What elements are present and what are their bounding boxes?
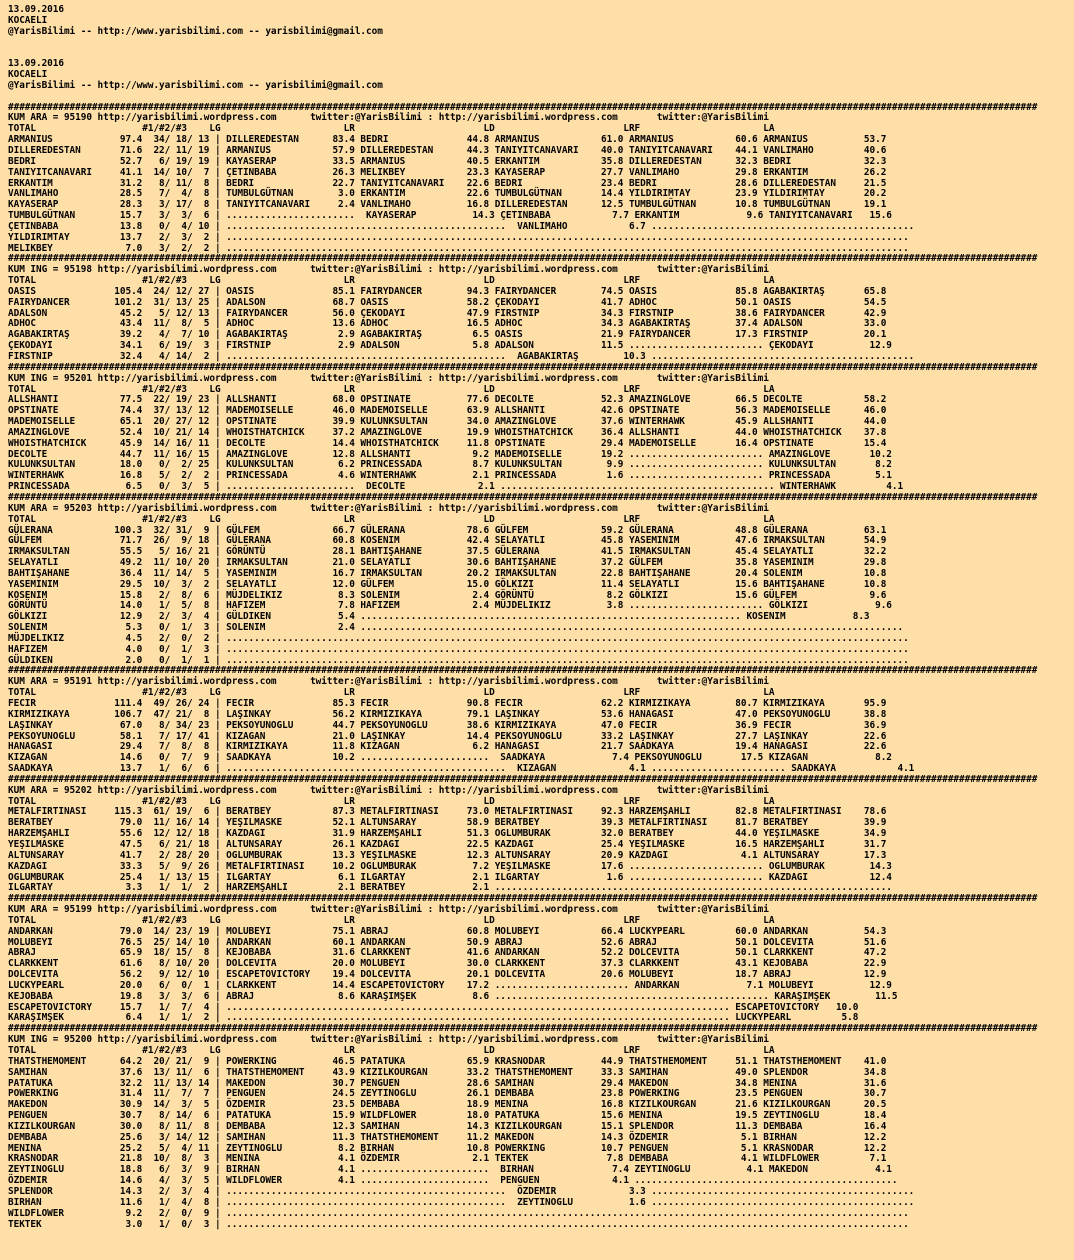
report-line: @YarisBilimi -- http://www.yarisbilimi.com -- yarisbilimi@gmail.com <box>8 25 383 37</box>
report-line: VANLIMAHO 28.5 7/ 4/ 8 | TUMBULGÜTNAN 3.0 ERKANTIM 22.6 TUMBULGÜTNAN 14.4 YILDIRIMTAY 23.9 YILDIRIMTAY 20.2 <box>8 188 887 200</box>
report-line: ARMANIUS 97.4 34/ 18/ 13 | DILLEREDESTAN 83.4 BEDRI 44.8 ARMANIUS 61.0 ARMANIUS 60.6 ARMANIUS 53.7 <box>8 134 887 146</box>
report-line: KARAŞIMŞEK 6.4 1/ 1/ 2 | .......................................................................................... LUCKYPEARL 5.8 <box>8 1012 859 1024</box>
report-line: ZEYTINOGLU 18.8 6/ 3/ 9 | BIRHAN 4.1 ....................... BIRHAN 7.4 ZEYTINOGLU 4.1 MAKEDON 4.1 <box>8 1164 892 1176</box>
report-line: TOTAL #1/#2/#3 LG LR LD LRF LA <box>8 795 775 807</box>
report-line: SPLENDOR 14.3 2/ 3/ 4 | .................................................. ÖZDEMIR 3.3 ............................................... <box>8 1185 915 1197</box>
report-line: SAADKAYA 13.7 1/ 6/ 6 | .................................................. KIZAGAN 4.1 ........................ SAADKAYA 4.1 <box>8 763 915 775</box>
report-line: KUM ING = 95198 http://yarisbilimi.wordpress.com twitter:@YarisBilimi : http://yarisbilimi.wordpress.com twitter:@YarisBilimi <box>8 264 769 276</box>
report-line: MAKEDON 30.9 14/ 3/ 5 | ÖZDEMIR 23.5 DEMBABA 18.9 MENINA 16.8 KIZILKOURGAN 21.6 KIZILKOURGAN 20.5 <box>8 1099 887 1111</box>
report-line <box>8 48 1074 59</box>
report-line: KUM ARA = 95203 http://yarisbilimi.wordpress.com twitter:@YarisBilimi : http://yarisbilimi.wordpress.com twitter:@YarisBilimi <box>8 502 769 514</box>
report-line: ESCAPETOVICTORY 15.7 1/ 7/ 4 | .......................................................................................... ESCAPETOVICTORY 10.0 <box>8 1001 859 1013</box>
report-line: TOTAL #1/#2/#3 LG LR LD LRF LA <box>8 1045 775 1056</box>
report-line: MÜJDELIKIZ 4.5 2/ 0/ 2 | .......................................................................................................................... <box>8 632 909 644</box>
report-line: SELAYATLI 49.2 11/ 10/ 20 | IRMAKSULTAN 21.0 SELAYATLI 30.6 BAHTIŞAHANE 37.2 GÜLFEM 35.8 YASEMINIM 29.8 <box>8 557 887 569</box>
report-line: SAMIHAN 37.6 13/ 11/ 6 | THATSTHEMOMENT 43.9 KIZILKOURGAN 33.2 THATSTHEMOMENT 33.3 SAMIHAN 49.0 SPLENDOR 34.8 <box>8 1066 887 1078</box>
report-line: TOTAL #1/#2/#3 LG LR LD LRF LA <box>8 383 775 395</box>
report-line: KIZILKOURGAN 30.0 8/ 11/ 8 | DEMBABA 12.3 SAMIHAN 14.3 KIZILKOURGAN 15.1 SPLENDOR 11.3 DEMBABA 16.4 <box>8 1120 887 1132</box>
report-line: PATATUKA 32.2 11/ 13/ 14 | MAKEDON 30.7 PENGUEN 28.6 SAMIHAN 29.4 MAKEDON 34.8 MENINA 31.6 <box>8 1077 887 1089</box>
report-line: FIRSTNIP 32.4 4/ 14/ 2 | .................................................. AGABAKIRTAŞ 10.3 ............................................... <box>8 351 915 362</box>
report-line: POWERKING 31.4 11/ 7/ 7 | PENGUEN 24.5 ZEYTINOGLU 26.1 DEMBABA 23.8 POWERKING 23.5 PENGUEN 30.7 <box>8 1088 887 1100</box>
report-line: ANDARKAN 79.0 14/ 23/ 19 | MOLUBEYI 75.1 ABRAJ 60.8 MOLUBEYI 66.4 LUCKYPEARL 60.0 ANDARKAN 54.3 <box>8 925 887 937</box>
report-line: KOCAELI <box>8 69 48 81</box>
report-line: MADEMOISELLE 65.1 20/ 27/ 12 | OPSTINATE 39.9 KULUNKSULTAN 34.0 AMAZINGLOVE 37.6 WINTERHAWK 45.9 ALLSHANTI 44.0 <box>8 416 887 428</box>
report-line: TOTAL #1/#2/#3 LG LR LD LRF LA <box>8 914 775 926</box>
report-line: KUM ARA = 95199 http://yarisbilimi.wordpress.com twitter:@YarisBilimi : http://yarisbilimi.wordpress.com twitter:@YarisBilimi <box>8 904 769 916</box>
report-line: KUM ING = 95200 http://yarisbilimi.wordpress.com twitter:@YarisBilimi : http://yarisbilimi.wordpress.com twitter:@YarisBilimi <box>8 1034 769 1046</box>
report-line: KULUNKSULTAN 18.0 0/ 2/ 25 | KULUNKSULTAN 6.2 PRINCESSADA 8.7 KULUNKSULTAN 9.9 ........................ KULUNKSULTAN 8.2 <box>8 459 892 471</box>
report-line: AGABAKIRTAŞ 39.2 4/ 7/ 10 | AGABAKIRTAŞ 2.9 AGABAKIRTAŞ 6.5 OASIS 21.9 FAIRYDANCER 17.3 FIRSTNIP 20.1 <box>8 329 887 341</box>
report-line: GÜLFEM 71.7 26/ 9/ 18 | GÜLERANA 60.8 KOSENIM 42.4 SELAYATLI 45.8 YASEMINIM 47.6 IRMAKSULTAN 54.9 <box>8 535 887 547</box>
report-line: MENINA 25.2 5/ 4/ 11 | ZEYTINOGLU 8.2 BIRHAN 10.8 POWERKING 10.7 PENGUEN 5.1 KRASNODAR 12.2 <box>8 1142 887 1154</box>
report-line: PRINCESSADA 6.5 0/ 3/ 5 | ....................... DECOLTE 2.1 ................................................. WINTERHAWK 4.1 <box>8 481 904 493</box>
report-line: HARZEMŞAHLI 55.6 12/ 12/ 18 | KAZDAGI 31.9 HARZEMŞAHLI 51.3 OGLUMBURAK 32.0 BERATBEY 44.0 YEŞILMASKE 34.9 <box>8 828 887 840</box>
report-line: KIZAGAN 14.6 0/ 7/ 9 | SAADKAYA 10.2 ....................... SAADKAYA 7.4 PEKSOYUNOGLU 17.5 KIZAGAN 8.2 <box>8 752 892 764</box>
report-line: CLARKKENT 61.6 8/ 10/ 20 | DOLCEVITA 20.0 MOLUBEYI 30.0 CLARKKENT 37.3 CLARKKENT 43.1 KEJOBABA 22.9 <box>8 958 887 970</box>
report-line: TEKTEK 3.0 1/ 0/ 3 | .......................................................................................................................... <box>8 1218 909 1230</box>
report-line: GÜLERANA 100.3 32/ 31/ 9 | GÜLFEM 66.7 GÜLERANA 78.6 GÜLFEM 59.2 GÜLERANA 48.8 GÜLERANA 63.1 <box>8 524 887 536</box>
report-line: ABRAJ 65.9 18/ 15/ 8 | KEJOBABA 31.6 CLARKKENT 41.6 ANDARKAN 52.2 DOLCEVITA 50.1 CLARKKENT 47.2 <box>8 947 887 959</box>
report-line: TANIYITCANAVARI 41.1 14/ 10/ 7 | ÇETINBABA 26.3 MELIKBEY 23.3 KAYASERAP 27.7 VANLIMAHO 29.8 ERKANTIM 26.2 <box>8 166 887 178</box>
report-line: LAŞINKAY 67.0 8/ 34/ 23 | PEKSOYUNOGLU 44.7 PEKSOYUNOGLU 38.6 KIRMIZIKAYA 47.0 FECIR 36.9 FECIR 36.9 <box>8 719 887 731</box>
report-line: DOLCEVITA 56.2 9/ 12/ 10 | ESCAPETOVICTORY 19.4 DOLCEVITA 20.1 DOLCEVITA 20.6 MOLUBEYI 18.7 ABRAJ 12.9 <box>8 969 887 981</box>
report-line: 13.09.2016 <box>8 4 64 15</box>
report-line: KAYASERAP 28.3 3/ 17/ 8 | TANIYITCANAVARI 2.4 VANLIMAHO 16.8 DILLEREDESTAN 12.5 TUMBULGÜTNAN 10.8 TUMBULGÜTNAN 19.1 <box>8 199 887 211</box>
report-line: SOLENIM 5.3 0/ 1/ 3 | SOLENIM 2.4 ................................................................................................. <box>8 622 904 634</box>
report-line: TOTAL #1/#2/#3 LG LR LD LRF LA <box>8 123 775 135</box>
report-line: FAIRYDANCER 101.2 31/ 13/ 25 | ADALSON 68.7 OASIS 58.2 ÇEKODAYI 41.7 ADHOC 50.1 OASIS 54.5 <box>8 296 887 308</box>
report-line: KIRMIZIKAYA 106.7 47/ 21/ 8 | LAŞINKAY 56.2 KIRMIZIKAYA 79.1 LAŞINKAY 53.6 HANAGASI 47.0 PEKSOYUNOGLU 38.8 <box>8 708 887 720</box>
report-line: ALTUNSARAY 41.7 2/ 28/ 20 | OGLUMBURAK 13.3 YEŞILMASKE 12.3 ALTUNSARAY 20.9 KAZDAGI 4.1 ALTUNSARAY 17.3 <box>8 849 887 861</box>
report-line: GÖRÜNTÜ 14.0 1/ 5/ 8 | HAFIZEM 7.8 HAFIZEM 2.4 MÜJDELIKIZ 3.8 ........................ GÖLKIZI 9.6 <box>8 600 892 612</box>
report-line: KUM ARA = 95191 http://yarisbilimi.wordpress.com twitter:@YarisBilimi : http://yarisbilimi.wordpress.com twitter:@YarisBilimi <box>8 676 769 688</box>
report-line: DEMBABA 25.6 3/ 14/ 12 | SAMIHAN 11.3 THATSTHEMOMENT 11.2 MAKEDON 14.3 ÖZDEMIR 5.1 BIRHAN 12.2 <box>8 1131 887 1143</box>
report-line: KRASNODAR 21.8 10/ 8/ 3 | MENINA 4.1 ÖZDEMIR 2.1 TEKTEK 7.8 DEMBABA 4.1 WILDFLOWER 7.1 <box>8 1153 887 1165</box>
report-line: MELIKBEY 7.0 3/ 2/ 2 | .......................................................................................................................... <box>8 242 909 254</box>
report-line: THATSTHEMOMENT 64.2 20/ 21/ 9 | POWERKING 46.5 PATATUKA 65.9 KRASNODAR 44.9 THATSTHEMOMENT 51.1 THATSTHEMOMENT 41.0 <box>8 1055 887 1067</box>
report-line: WINTERHAWK 16.8 5/ 2/ 2 | PRINCESSADA 4.6 WINTERHAWK 2.1 PRINCESSADA 1.6 ........................ PRINCESSADA 5.1 <box>8 470 892 482</box>
report-line: ADALSON 45.2 5/ 12/ 13 | FAIRYDANCER 56.0 ÇEKODAYI 47.9 FIRSTNIP 34.3 FIRSTNIP 38.6 FAIRYDANCER 42.9 <box>8 307 887 319</box>
report-line: METALFIRTINASI 115.3 61/ 19/ 6 | BERATBEY 87.3 METALFIRTINASI 73.0 METALFIRTINASI 92.3 HARZEMŞAHLI 82.8 METALFIRTINASI 78.6 <box>8 806 887 818</box>
report-line: KOSENIM 15.8 2/ 8/ 6 | MÜJDELIKIZ 8.3 SOLENIM 2.4 GÖRÜNTÜ 8.2 GÖLKIZI 15.6 GÜLFEM 9.6 <box>8 589 887 601</box>
report-line: KUM ING = 95201 http://yarisbilimi.wordpress.com twitter:@YarisBilimi : http://yarisbilimi.wordpress.com twitter:@YarisBilimi <box>8 372 769 384</box>
report-line: KOCAELI <box>8 14 48 26</box>
report-line: 13.09.2016 <box>8 58 64 70</box>
report-line: YILDIRIMTAY 13.7 2/ 3/ 2 | .......................................................................................................................... <box>8 231 909 243</box>
report-line: BAHTIŞAHANE 36.4 11/ 14/ 5 | YASEMINIM 16.7 IRMAKSULTAN 20.2 IRMAKSULTAN 22.8 BAHTIŞAHANE 20.4 SOLENIM 10.8 <box>8 567 887 579</box>
report-line: ÖZDEMIR 14.6 4/ 3/ 5 | WILDFLOWER 4.1 ....................... PENGUEN 4.1 ............................................... <box>8 1175 898 1187</box>
report-line: FECIR 111.4 49/ 26/ 24 | FECIR 85.3 FECIR 90.8 FECIR 62.2 KIRMIZIKAYA 80.7 KIRMIZIKAYA 95.9 <box>8 698 887 709</box>
report-line: KAZDAGI 33.3 5/ 9/ 26 | METALFIRTINASI 10.2 OGLUMBURAK 7.2 YEŞILMASKE 17.6 ........................ OGLUMBURAK 14.3 <box>8 860 892 872</box>
report-line <box>8 92 1074 103</box>
report-line: WILDFLOWER 9.2 2/ 0/ 9 | .......................................................................................................................... <box>8 1207 909 1219</box>
report-line: ######################################################################################################################################################################################## <box>8 101 1038 113</box>
report-line: ######################################################################################################################################################################################## <box>8 773 1038 785</box>
report-line: KUM ARA = 95202 http://yarisbilimi.wordpress.com twitter:@YarisBilimi : http://yarisbilimi.wordpress.com twitter:@YarisBilimi <box>8 784 769 796</box>
report-line: HANAGASI 29.4 7/ 8/ 8 | KIRMIZIKAYA 11.8 KIZAGAN 6.2 HANAGASI 21.7 SAADKAYA 19.4 HANAGASI 22.6 <box>8 741 887 753</box>
report-line: ######################################################################################################################################################################################## <box>8 253 1038 265</box>
report-line: ADHOC 43.4 11/ 8/ 5 | ADHOC 13.6 ADHOC 16.5 ADHOC 34.3 AGABAKIRTAŞ 37.4 ADALSON 33.0 <box>8 318 887 330</box>
report-line: OASIS 105.4 24/ 12/ 27 | OASIS 85.1 FAIRYDANCER 94.3 FAIRYDANCER 74.5 OASIS 85.8 AGABAKIRTAŞ 65.8 <box>8 285 887 297</box>
report-line: TOTAL #1/#2/#3 LG LR LD LRF LA <box>8 687 775 699</box>
report-line: YASEMINIM 29.5 10/ 3/ 2 | SELAYATLI 12.0 GÜLFEM 15.0 GÖLKIZI 11.4 SELAYATLI 15.6 BAHTIŞAHANE 10.8 <box>8 578 887 590</box>
report-line: TOTAL #1/#2/#3 LG LR LD LRF LA <box>8 513 775 525</box>
report-line: PEKSOYUNOGLU 58.1 7/ 17/ 41 | KIZAGAN 21.0 LAŞINKAY 14.4 PEKSOYUNOGLU 33.2 LAŞINKAY 27.7 LAŞINKAY 22.6 <box>8 730 887 742</box>
report-line: DECOLTE 44.7 11/ 16/ 15 | AMAZINGLOVE 12.8 ALLSHANTI 9.2 MADEMOISELLE 19.2 ........................ AMAZINGLOVE 10.2 <box>8 448 892 460</box>
report-line: PENGUEN 30.7 8/ 14/ 6 | PATATUKA 15.9 WILDFLOWER 18.0 PATATUKA 15.6 MENINA 19.5 ZEYTINOGLU 18.4 <box>8 1110 887 1122</box>
report-line: GÖLKIZI 12.9 2/ 3/ 4 | GÜLDIKEN 5.4 .................................................................... KOSENIM 8.3 <box>8 611 870 623</box>
report-line: BIRHAN 11.6 1/ 4/ 8 | .................................................. ZEYTINOGLU 1.6 ............................................... <box>8 1196 915 1208</box>
report-line: TUMBULGÜTNAN 15.7 3/ 3/ 6 | ....................... KAYASERAP 14.3 ÇETINBABA 7.7 ERKANTIM 9.6 TANIYITCANAVARI 15.6 <box>8 210 892 222</box>
report-line <box>8 38 1074 49</box>
report-line: ILGARTAY 3.3 1/ 1/ 2 | HARZEMŞAHLI 2.1 BERATBEY 2.1 ....................................................................... <box>8 882 892 894</box>
report-line: HAFIZEM 4.0 0/ 1/ 3 | .......................................................................................................................... <box>8 643 909 655</box>
report-line: ÇEKODAYI 34.1 6/ 19/ 3 | FIRSTNIP 2.9 ADALSON 5.8 ADALSON 11.5 ........................ ÇEKODAYI 12.9 <box>8 340 892 352</box>
report-line: OGLUMBURAK 25.4 1/ 13/ 15 | ILGARTAY 6.1 ILGARTAY 2.1 ILGARTAY 1.6 ........................ KAZDAGI 12.4 <box>8 871 892 883</box>
report-line: ERKANTIM 31.2 8/ 11/ 8 | BEDRI 22.7 TANIYITCANAVARI 22.6 BEDRI 23.4 BEDRI 28.6 DILLEREDESTAN 21.5 <box>8 177 887 189</box>
report-line: OPSTINATE 74.4 37/ 13/ 12 | MADEMOISELLE 46.0 MADEMOISELLE 63.9 ALLSHANTI 42.6 OPSTINATE 56.3 MADEMOISELLE 46.0 <box>8 405 887 417</box>
report-line: LUCKYPEARL 20.0 6/ 0/ 1 | CLARKKENT 14.4 ESCAPETOVICTORY 17.2 ........................ ANDARKAN 7.1 MOLUBEYI 12.9 <box>8 979 892 991</box>
report-line: DILLEREDESTAN 71.6 22/ 11/ 19 | ARMANIUS 57.9 DILLEREDESTAN 44.3 TANIYITCANAVARI 40.0 TANIYITCANAVARI 44.1 VANLIMAHO 40.6 <box>8 144 887 156</box>
report-line: ÇETINBABA 13.8 0/ 4/ 10 | .................................................. VANLIMAHO 6.7 ............................................... <box>8 220 915 232</box>
report-line: TOTAL #1/#2/#3 LG LR LD LRF LA <box>8 275 775 287</box>
report-line: WHOISTHATCHICK 45.9 14/ 16/ 11 | DECOLTE 14.4 WHOISTHATCHICK 11.8 OPSTINATE 29.4 MADEMOISELLE 16.4 OPSTINATE 15.4 <box>8 437 887 449</box>
report-line: AMAZINGLOVE 52.4 10/ 21/ 14 | WHOISTHATCHICK 37.2 AMAZINGLOVE 19.9 WHOISTHATCHICK 36.4 ALLSHANTI 44.0 WHOISTHATCHICK 37.8 <box>8 426 887 438</box>
report-line: YEŞILMASKE 47.5 6/ 21/ 18 | ALTUNSARAY 26.1 KAZDAGI 22.5 KAZDAGI 25.4 YEŞILMASKE 16.5 HARZEMŞAHLI 31.7 <box>8 838 887 850</box>
report-line: IRMAKSULTAN 55.5 5/ 16/ 21 | GÖRÜNTÜ 28.1 BAHTIŞAHANE 37.5 GÜLERANA 41.5 IRMAKSULTAN 45.4 SELAYATLI 32.2 <box>8 546 887 558</box>
report-line: KUM ARA = 95190 http://yarisbilimi.wordpress.com twitter:@YarisBilimi : http://yarisbilimi.wordpress.com twitter:@YarisBilimi <box>8 112 769 124</box>
report-line: @YarisBilimi -- http://www.yarisbilimi.com -- yarisbilimi@gmail.com <box>8 79 383 91</box>
report-line: ######################################################################################################################################################################################## <box>8 491 1038 503</box>
report-line: BEDRI 52.7 6/ 19/ 19 | KAYASERAP 33.5 ARMANIUS 40.5 ERKANTIM 35.8 DILLEREDESTAN 32.3 BEDRI 32.3 <box>8 155 887 167</box>
report-line: BERATBEY 79.0 11/ 16/ 14 | YEŞILMASKE 52.1 ALTUNSARAY 58.9 BERATBEY 39.3 METALFIRTINASI 81.7 BERATBEY 39.9 <box>8 817 887 829</box>
report-line: ######################################################################################################################################################################################## <box>8 1023 1038 1035</box>
report-line: MOLUBEYI 76.5 25/ 14/ 10 | ANDARKAN 60.1 ANDARKAN 50.9 ABRAJ 52.6 ABRAJ 50.1 DOLCEVITA 51.6 <box>8 936 887 948</box>
report-line: ######################################################################################################################################################################################## <box>8 665 1038 677</box>
report-line: GÜLDIKEN 2.0 0/ 1/ 1 | .......................................................................................................................... <box>8 654 909 666</box>
report-line: ALLSHANTI 77.5 22/ 19/ 23 | ALLSHANTI 68.0 OPSTINATE 77.6 DECOLTE 52.3 AMAZINGLOVE 66.5 DECOLTE 58.2 <box>8 394 887 406</box>
report-line: ######################################################################################################################################################################################## <box>8 361 1038 373</box>
report-line: KEJOBABA 19.8 3/ 3/ 6 | ABRAJ 8.6 KARAŞIMŞEK 8.6 ................................................. KARAŞIMŞEK 11.5 <box>8 990 898 1002</box>
report-line: ######################################################################################################################################################################################## <box>8 893 1038 905</box>
